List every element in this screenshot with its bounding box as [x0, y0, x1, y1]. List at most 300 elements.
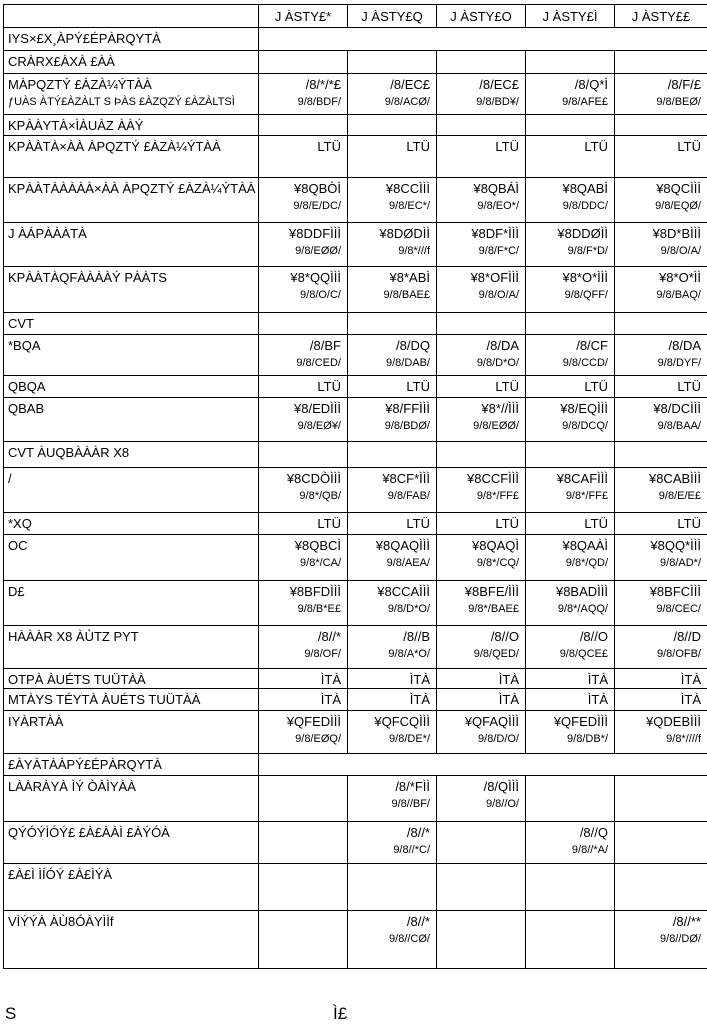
- cell-value: LTÜ: [317, 379, 341, 394]
- row-label-text: KPÀÀTÀQFÀÀÀÀÝ PÀÀTS: [8, 270, 167, 285]
- cell-subvalue: 9/8*///f: [398, 245, 430, 257]
- row-label-text: J ÀÁPÀÀÀTÀ: [8, 226, 87, 241]
- value-cell: [615, 626, 707, 669]
- row-label: [4, 513, 259, 535]
- value-cell: [437, 581, 526, 626]
- cell-value: LTÜ: [406, 516, 430, 531]
- cell-value: LTÜ: [495, 379, 519, 394]
- cell-value: /8//B: [403, 629, 430, 644]
- cell-value: /8//*: [406, 825, 430, 840]
- document: [3, 4, 707, 969]
- cell-value: ¥8*ABÌ: [389, 270, 430, 285]
- cell-subvalue: 9/8/E/E£: [658, 490, 701, 502]
- cell-value: ¥8QBCÌ: [294, 538, 341, 553]
- value-cell: [526, 335, 615, 376]
- value-cell: [348, 864, 437, 911]
- cell-subvalue: 9/8/DCQ/: [562, 420, 608, 432]
- value-cell: [526, 223, 615, 267]
- column-header: J ÀSTY£Ì: [526, 5, 615, 28]
- value-cell: [526, 535, 615, 581]
- value-cell: [615, 689, 707, 711]
- cell-value: ÌTÀ: [680, 692, 701, 707]
- value-cell: [348, 178, 437, 223]
- row-label: [4, 442, 259, 468]
- value-cell: [437, 398, 526, 442]
- value-cell: [615, 115, 707, 136]
- table-row: [4, 51, 707, 74]
- cell-subvalue: 9/8/BEØ/: [656, 96, 701, 108]
- cell-subvalue: 9/8/DE*/: [389, 733, 430, 745]
- row-label: [4, 136, 259, 178]
- table-row: [4, 178, 707, 223]
- cell-value: ¥8CDÒÌÌÌ: [286, 471, 341, 486]
- header-corner: [4, 5, 259, 28]
- cell-value: ¥8QQ*ÌÌÌ: [650, 538, 701, 553]
- cell-value: ¥8QCÌÌÌ: [656, 181, 701, 196]
- cell-value: ¥8*QQÌÌÌ: [290, 270, 341, 285]
- value-cell: [348, 776, 437, 822]
- value-cell: [259, 822, 348, 864]
- cell-value: ¥8QABÌ: [562, 181, 608, 196]
- column-header: J ÀSTY££: [615, 5, 707, 28]
- cell-value: /8//O: [579, 629, 608, 644]
- value-cell: [437, 178, 526, 223]
- cell-subvalue: 9/8/EØØ/: [473, 420, 519, 432]
- row-label: [4, 911, 259, 969]
- cell-value: ¥8CABÌÌÌ: [648, 471, 701, 486]
- table-row: [4, 711, 707, 754]
- table-row: [4, 626, 707, 669]
- cell-subvalue: 9/8/DDC/: [562, 200, 608, 212]
- cell-value: ¥8/DCÌÌÌ: [653, 401, 701, 416]
- value-cell: [526, 313, 615, 335]
- value-cell: [259, 267, 348, 313]
- cell-value: /8//*: [406, 914, 430, 929]
- value-cell: [615, 711, 707, 754]
- row-label: [4, 711, 259, 754]
- value-cell: [348, 711, 437, 754]
- row-label: [4, 51, 259, 74]
- value-cell: [615, 376, 707, 398]
- cell-subvalue: 9/8*/QB/: [299, 490, 341, 502]
- value-cell: [615, 335, 707, 376]
- row-label: [4, 776, 259, 822]
- cell-value: /8//**: [672, 914, 701, 929]
- table-row: [4, 689, 707, 711]
- cell-value: ¥8QAQÌ: [472, 538, 519, 553]
- value-cell: [259, 776, 348, 822]
- value-cell: [437, 335, 526, 376]
- value-cell: [526, 911, 615, 969]
- value-cell: [348, 822, 437, 864]
- value-cell: [526, 513, 615, 535]
- cell-subvalue: 9/8/D/O/: [478, 733, 519, 745]
- value-cell: [526, 864, 615, 911]
- column-header: J ÀSTY£Q: [348, 5, 437, 28]
- cell-subvalue: 9/8*////f: [666, 733, 701, 745]
- value-cell: [259, 513, 348, 535]
- cell-value: LTÜ: [317, 139, 341, 154]
- cell-subvalue: 9/8/OFB/: [656, 648, 701, 660]
- row-label-text: D£: [8, 584, 25, 599]
- row-label-text: QBQA: [8, 379, 46, 394]
- row-label: [4, 267, 259, 313]
- row-label: [4, 581, 259, 626]
- cell-subvalue: 9/8//O/: [485, 798, 519, 810]
- row-label: [4, 223, 259, 267]
- value-cell: [259, 136, 348, 178]
- value-cell: [526, 689, 615, 711]
- row-label-text: MÀPQZTÝ £ÀZÀ¼ÝTÀÀ: [8, 77, 152, 92]
- value-cell: [615, 136, 707, 178]
- value-cell: [437, 776, 526, 822]
- cell-subvalue: 9/8/BDF/: [297, 96, 341, 108]
- section-spacer: [259, 28, 707, 51]
- value-cell: [437, 535, 526, 581]
- cell-subvalue: 9/8/AEA/: [386, 557, 430, 569]
- cell-value: ¥8CCAÌÌÌ: [377, 584, 430, 599]
- cell-value: LTÜ: [406, 379, 430, 394]
- cell-value: LTÜ: [584, 516, 608, 531]
- table-row: [4, 267, 707, 313]
- cell-value: ÌTÀ: [680, 672, 701, 687]
- cell-value: ÌTÀ: [587, 692, 608, 707]
- cell-value: ¥QFEDÌÌÌ: [553, 714, 608, 729]
- value-cell: [526, 711, 615, 754]
- value-cell: [615, 669, 707, 689]
- cell-subvalue: 9/8*/BAE£: [468, 603, 519, 615]
- value-cell: [259, 178, 348, 223]
- value-cell: [348, 376, 437, 398]
- row-label-text: HÀÀÀR X8 ÀÙTZ PYT: [8, 629, 139, 644]
- cell-subvalue: 9/8//DØ/: [660, 933, 701, 945]
- value-cell: [526, 267, 615, 313]
- cell-value: /8/CF: [576, 338, 608, 353]
- cell-subvalue: 9/8*/QD/: [565, 557, 608, 569]
- value-cell: [259, 669, 348, 689]
- value-cell: [259, 911, 348, 969]
- data-table: [3, 4, 707, 969]
- value-cell: [259, 535, 348, 581]
- cell-value: ¥8BFCÌÌÌ: [649, 584, 701, 599]
- value-cell: [348, 223, 437, 267]
- value-cell: [348, 74, 437, 115]
- cell-subvalue: 9/8*/CQ/: [476, 557, 519, 569]
- value-cell: [437, 911, 526, 969]
- cell-subvalue: 9/8/BAQ/: [656, 289, 701, 301]
- row-label: [4, 28, 259, 51]
- cell-value: ÌTÀ: [409, 672, 430, 687]
- cell-subvalue: 9/8/QED/: [473, 648, 519, 660]
- row-label-text: KPÀÀTÀÀÀÀÀ×ÀÀ ÀPQZTÝ £ÀZÀ¼ÝTÀÀ: [8, 181, 256, 196]
- cell-value: ¥QDEBÌÌÌ: [646, 714, 701, 729]
- cell-subvalue: 9/8/D*O/: [387, 603, 430, 615]
- value-cell: [526, 468, 615, 513]
- value-cell: [615, 74, 707, 115]
- row-label-text: £À£Ì ÌÍÓÝ £À£ÌÝÀ: [8, 867, 113, 882]
- cell-subvalue: 9/8/DAB/: [385, 357, 430, 369]
- cell-subvalue: 9/8/AD*/: [660, 557, 701, 569]
- value-cell: [437, 689, 526, 711]
- table-row: [4, 28, 707, 51]
- value-cell: [259, 223, 348, 267]
- cell-value: LTÜ: [677, 516, 701, 531]
- cell-value: ÌTÀ: [320, 672, 341, 687]
- value-cell: [437, 442, 526, 468]
- value-cell: [615, 178, 707, 223]
- value-cell: [526, 626, 615, 669]
- table-row: [4, 398, 707, 442]
- row-label: [4, 178, 259, 223]
- value-cell: [615, 442, 707, 468]
- value-cell: [348, 442, 437, 468]
- footer-left-text: S: [5, 1004, 17, 1023]
- row-label: [4, 864, 259, 911]
- value-cell: [259, 335, 348, 376]
- row-label: [4, 626, 259, 669]
- value-cell: [259, 74, 348, 115]
- table-row: [4, 468, 707, 513]
- table-row: [4, 115, 707, 136]
- table-row: [4, 313, 707, 335]
- row-label-text: OTPÀ ÀUÉTS TUÜTÀÀ: [8, 672, 146, 687]
- row-label-text: QBAB: [8, 401, 45, 416]
- cell-value: ¥8DF*ÌÌÌ: [471, 226, 519, 241]
- value-cell: [348, 689, 437, 711]
- cell-value: ¥8*O*ÌÌ: [659, 270, 701, 285]
- cell-value: LTÜ: [677, 379, 701, 394]
- row-label: [4, 313, 259, 335]
- row-label-text: IYS×£X¸ÀPÝ£ÉPÀRQYTÀ: [8, 31, 161, 46]
- cell-subvalue: 9/8*/AQQ/: [557, 603, 608, 615]
- value-cell: [615, 223, 707, 267]
- cell-subvalue: 9/8/D*O/: [476, 357, 519, 369]
- value-cell: [526, 398, 615, 442]
- cell-subvalue: 9/8/F*C/: [478, 245, 519, 257]
- value-cell: [526, 178, 615, 223]
- row-label-text: LÀÀRÀYÀ ÌÝ ÒÀÌYÀÀ: [8, 779, 136, 794]
- cell-subvalue: 9/8/FAB/: [387, 490, 430, 502]
- row-label-text: KPÀÀYTÀ×ÌÀUÀZ ÀÀÝ: [8, 118, 144, 133]
- value-cell: [437, 267, 526, 313]
- row-label: [4, 669, 259, 689]
- cell-value: /8/BF: [309, 338, 341, 353]
- table-row: [4, 376, 707, 398]
- cell-value: /8/F/£: [667, 77, 701, 92]
- cell-value: ¥8CF*ÌÌÌ: [382, 471, 430, 486]
- cell-value: /8/DA: [486, 338, 519, 353]
- cell-subvalue: 9/8//BF/: [391, 798, 430, 810]
- table-row: [4, 822, 707, 864]
- value-cell: [437, 115, 526, 136]
- cell-value: ¥8QBÁÌ: [473, 181, 519, 196]
- value-cell: [259, 864, 348, 911]
- cell-value: ¥QFEDÌÌÌ: [286, 714, 341, 729]
- value-cell: [259, 115, 348, 136]
- value-cell: [348, 51, 437, 74]
- cell-subvalue: 9/8//CØ/: [389, 933, 430, 945]
- row-label: [4, 398, 259, 442]
- table-row: [4, 911, 707, 969]
- cell-subvalue: 9/8*/FF£: [565, 490, 608, 502]
- row-label-text: /: [8, 471, 12, 486]
- value-cell: [259, 398, 348, 442]
- value-cell: [526, 115, 615, 136]
- cell-value: ÌTÀ: [498, 692, 519, 707]
- row-label: [4, 535, 259, 581]
- cell-subvalue: 9/8/EØ¥/: [297, 420, 341, 432]
- cell-value: ¥8/FFÌÌÌ: [385, 401, 430, 416]
- column-header: J ÀSTY£*: [259, 5, 348, 28]
- cell-value: ¥8/EDÌÌÌ: [294, 401, 341, 416]
- value-cell: [615, 468, 707, 513]
- value-cell: [348, 581, 437, 626]
- value-cell: [526, 74, 615, 115]
- row-label-text: CVT ÀUQBÀÀÀR X8: [8, 445, 130, 460]
- value-cell: [348, 335, 437, 376]
- table-row: [4, 74, 707, 115]
- table-row: [4, 669, 707, 689]
- value-cell: [259, 689, 348, 711]
- cell-value: ¥8QBÒÌ: [294, 181, 341, 196]
- table-row: [4, 223, 707, 267]
- value-cell: [526, 51, 615, 74]
- value-cell: [615, 776, 707, 822]
- value-cell: [259, 711, 348, 754]
- cell-subvalue: 9/8/QFF/: [564, 289, 608, 301]
- cell-value: /8//O: [490, 629, 519, 644]
- cell-value: ¥8CCFÌÌÌ: [466, 471, 519, 486]
- section-spacer: [259, 754, 707, 776]
- row-label-text: VÌÝÝÀ ÀÙ8ÓÀYÌÌf: [8, 914, 114, 929]
- table-row: [4, 535, 707, 581]
- value-cell: [259, 442, 348, 468]
- cell-subvalue: 9/8/ACØ/: [384, 96, 430, 108]
- value-cell: [526, 669, 615, 689]
- value-cell: [348, 313, 437, 335]
- cell-value: /8/*/*£: [305, 77, 341, 92]
- table-row: [4, 864, 707, 911]
- row-label: [4, 74, 259, 115]
- value-cell: [615, 513, 707, 535]
- row-label-text: CRÀRX£ÀXÀ £ÀÀ: [8, 54, 115, 69]
- cell-value: /8/EC£: [479, 77, 519, 92]
- cell-subvalue: 9/8*/FF£: [476, 490, 519, 502]
- cell-subvalue: 9/8/E/DC/: [293, 200, 341, 212]
- cell-value: ¥8BFE/ÌÌÌ: [464, 584, 519, 599]
- table-row: [4, 776, 707, 822]
- row-label-text: IYÀRTÀÀ: [8, 714, 64, 729]
- cell-value: ¥8DDØÌÌ: [557, 226, 608, 241]
- value-cell: [348, 911, 437, 969]
- value-cell: [437, 376, 526, 398]
- cell-subvalue: 9/8/BAA/: [657, 420, 701, 432]
- cell-value: /8//D: [673, 629, 701, 644]
- value-cell: [348, 468, 437, 513]
- cell-value: /8/Q*Ì: [574, 77, 608, 92]
- cell-value: /8//*: [317, 629, 341, 644]
- cell-subvalue: 9/8/BD¥/: [476, 96, 519, 108]
- cell-value: /8/*FÌÌ: [395, 779, 430, 794]
- value-cell: [526, 136, 615, 178]
- cell-value: LTÜ: [677, 139, 701, 154]
- page-footer: [3, 1000, 707, 1028]
- value-cell: [437, 468, 526, 513]
- cell-value: ÌTÀ: [320, 692, 341, 707]
- row-label-text: QÝÓÝÌÓÝ£ £À£ÀÀÌ £ÀÝÓÀ: [8, 825, 170, 840]
- row-label-text: *BQA: [8, 338, 41, 353]
- cell-value: ¥8*O*ÌÌÌ: [562, 270, 608, 285]
- value-cell: [615, 864, 707, 911]
- value-cell: [615, 535, 707, 581]
- value-cell: [348, 398, 437, 442]
- row-label-text: OC: [8, 538, 28, 553]
- cell-subvalue: 9/8/AFE£: [562, 96, 608, 108]
- cell-value: ÌTÀ: [409, 692, 430, 707]
- cell-subvalue: 9/8/DYF/: [657, 357, 701, 369]
- cell-subvalue: 9/8/CED/: [296, 357, 341, 369]
- value-cell: [437, 513, 526, 535]
- cell-value: ¥8*//ÌÌÌ: [481, 401, 519, 416]
- value-cell: [615, 581, 707, 626]
- cell-subvalue: 9/8/EØØ/: [295, 245, 341, 257]
- cell-subvalue: 9/8/DB*/: [567, 733, 608, 745]
- table-body: [4, 28, 707, 969]
- cell-subvalue: 9/8/EC*/: [389, 200, 430, 212]
- value-cell: [615, 51, 707, 74]
- value-cell: [615, 822, 707, 864]
- cell-subvalue: 9/8/O/A/: [660, 245, 701, 257]
- cell-value: ¥8DDFÌÌÌ: [288, 226, 341, 241]
- cell-subvalue: 9/8//*A/: [571, 844, 608, 856]
- row-label: [4, 115, 259, 136]
- cell-value: ¥8CAFÌÌÌ: [556, 471, 608, 486]
- cell-subvalue: 9/8/B*E£: [297, 603, 341, 615]
- cell-subvalue: 9/8/O/C/: [300, 289, 341, 301]
- cell-value: ¥8BADÌÌÌ: [555, 584, 608, 599]
- cell-value: ¥8CCÌÌÌ: [385, 181, 430, 196]
- cell-value: ¥8DØDÌÌ: [379, 226, 430, 241]
- value-cell: [526, 442, 615, 468]
- table-row: [4, 581, 707, 626]
- value-cell: [259, 376, 348, 398]
- value-cell: [259, 626, 348, 669]
- value-cell: [348, 513, 437, 535]
- cell-subvalue: 9/8*/CA/: [300, 557, 341, 569]
- row-label-text: £ÀYÀTÀÀPÝ£ÉPÀRQYTÀ: [8, 757, 162, 772]
- cell-subvalue: 9/8/F*D/: [567, 245, 608, 257]
- table-row: [4, 442, 707, 468]
- row-label: [4, 468, 259, 513]
- value-cell: [437, 136, 526, 178]
- value-cell: [259, 51, 348, 74]
- value-cell: [259, 581, 348, 626]
- cell-value: ¥8QAQÌÌÌ: [375, 538, 430, 553]
- cell-value: /8/DQ: [396, 338, 430, 353]
- cell-value: LTÜ: [495, 516, 519, 531]
- table-row: [4, 513, 707, 535]
- cell-value: ¥QFAQÌÌÌ: [464, 714, 519, 729]
- cell-value: ¥8*OFÌÌÌ: [470, 270, 519, 285]
- cell-subvalue: 9/8/EQØ/: [655, 200, 701, 212]
- cell-subvalue: 9/8/EO*/: [477, 200, 519, 212]
- value-cell: [526, 776, 615, 822]
- row-label: [4, 689, 259, 711]
- cell-value: LTÜ: [584, 139, 608, 154]
- cell-value: /8//Q: [579, 825, 608, 840]
- cell-value: /8/QÌÌÌ: [483, 779, 519, 794]
- value-cell: [259, 313, 348, 335]
